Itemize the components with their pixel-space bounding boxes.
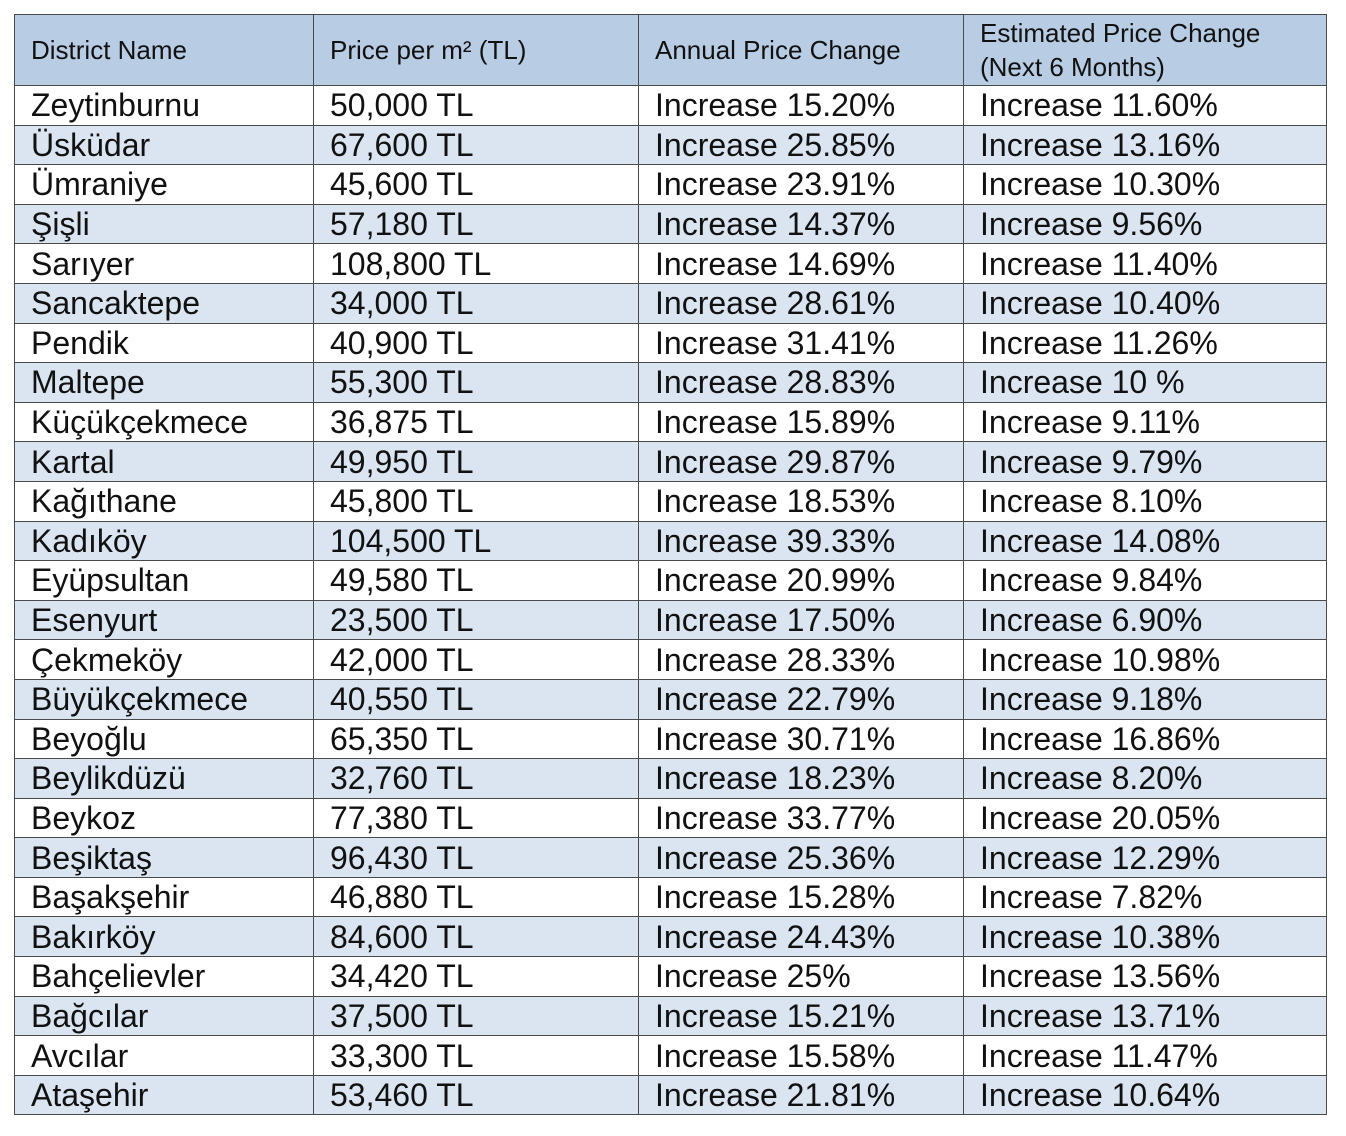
cell-district-name: Sarıyer <box>15 244 314 284</box>
header-annual-price-change: Annual Price Change <box>639 15 964 86</box>
table-row <box>15 679 1327 719</box>
cell-district-name: Şişli <box>15 204 314 244</box>
cell-annual-price-change: Increase 25.85% <box>639 125 964 165</box>
cell-price-per-m2: 49,950 TL <box>314 442 639 482</box>
cell-district-name: Kağıthane <box>15 481 314 521</box>
table-row <box>15 402 1327 442</box>
cell-annual-price-change: Increase 15.20% <box>639 86 964 126</box>
cell-price-per-m2: 42,000 TL <box>314 640 639 680</box>
header-estimated-price-change: Estimated Price Change (Next 6 Months) <box>964 15 1327 86</box>
cell-annual-price-change: Increase 28.83% <box>639 363 964 403</box>
cell-estimated-price-change: Increase 11.60% <box>964 86 1327 126</box>
district-price-table-container <box>14 14 1326 1115</box>
cell-estimated-price-change: Increase 9.84% <box>964 561 1327 601</box>
table-row <box>15 165 1327 205</box>
cell-annual-price-change: Increase 30.71% <box>639 719 964 759</box>
cell-annual-price-change: Increase 21.81% <box>639 1075 964 1115</box>
table-row <box>15 600 1327 640</box>
cell-estimated-price-change: Increase 13.16% <box>964 125 1327 165</box>
cell-estimated-price-change: Increase 10.40% <box>964 283 1327 323</box>
cell-estimated-price-change: Increase 9.11% <box>964 402 1327 442</box>
table-row <box>15 561 1327 601</box>
cell-annual-price-change: Increase 17.50% <box>639 600 964 640</box>
table-row <box>15 283 1327 323</box>
cell-price-per-m2: 34,000 TL <box>314 283 639 323</box>
cell-estimated-price-change: Increase 16.86% <box>964 719 1327 759</box>
cell-estimated-price-change: Increase 11.40% <box>964 244 1327 284</box>
cell-annual-price-change: Increase 15.21% <box>639 996 964 1036</box>
cell-estimated-price-change: Increase 10.30% <box>964 165 1327 205</box>
cell-estimated-price-change: Increase 11.26% <box>964 323 1327 363</box>
cell-estimated-price-change: Increase 10.98% <box>964 640 1327 680</box>
cell-district-name: Küçükçekmece <box>15 402 314 442</box>
cell-estimated-price-change: Increase 11.47% <box>964 1036 1327 1076</box>
table-row <box>15 442 1327 482</box>
table-row <box>15 917 1327 957</box>
cell-price-per-m2: 67,600 TL <box>314 125 639 165</box>
cell-annual-price-change: Increase 25.36% <box>639 838 964 878</box>
cell-estimated-price-change: Increase 9.79% <box>964 442 1327 482</box>
table-row <box>15 86 1327 126</box>
cell-district-name: Eyüpsultan <box>15 561 314 601</box>
cell-annual-price-change: Increase 29.87% <box>639 442 964 482</box>
cell-price-per-m2: 40,550 TL <box>314 679 639 719</box>
cell-estimated-price-change: Increase 10.64% <box>964 1075 1327 1115</box>
cell-annual-price-change: Increase 14.37% <box>639 204 964 244</box>
cell-annual-price-change: Increase 23.91% <box>639 165 964 205</box>
table-row <box>15 957 1327 997</box>
cell-district-name: Beylikdüzü <box>15 759 314 799</box>
district-price-table <box>14 14 1327 1115</box>
cell-price-per-m2: 65,350 TL <box>314 719 639 759</box>
table-row <box>15 521 1327 561</box>
cell-price-per-m2: 46,880 TL <box>314 877 639 917</box>
cell-estimated-price-change: Increase 9.18% <box>964 679 1327 719</box>
cell-annual-price-change: Increase 33.77% <box>639 798 964 838</box>
table-row <box>15 323 1327 363</box>
cell-price-per-m2: 104,500 TL <box>314 521 639 561</box>
cell-price-per-m2: 77,380 TL <box>314 798 639 838</box>
table-row <box>15 759 1327 799</box>
cell-estimated-price-change: Increase 20.05% <box>964 798 1327 838</box>
table-row <box>15 838 1327 878</box>
cell-district-name: Ümraniye <box>15 165 314 205</box>
table-row <box>15 204 1327 244</box>
cell-district-name: Esenyurt <box>15 600 314 640</box>
cell-district-name: Çekmeköy <box>15 640 314 680</box>
table-row <box>15 125 1327 165</box>
cell-price-per-m2: 23,500 TL <box>314 600 639 640</box>
cell-price-per-m2: 32,760 TL <box>314 759 639 799</box>
table-body <box>15 86 1327 1115</box>
cell-district-name: Bakırköy <box>15 917 314 957</box>
cell-price-per-m2: 37,500 TL <box>314 996 639 1036</box>
cell-annual-price-change: Increase 18.53% <box>639 481 964 521</box>
cell-district-name: Bağcılar <box>15 996 314 1036</box>
cell-district-name: Üsküdar <box>15 125 314 165</box>
cell-annual-price-change: Increase 15.28% <box>639 877 964 917</box>
table-row <box>15 798 1327 838</box>
cell-annual-price-change: Increase 24.43% <box>639 917 964 957</box>
cell-price-per-m2: 49,580 TL <box>314 561 639 601</box>
cell-estimated-price-change: Increase 13.56% <box>964 957 1327 997</box>
cell-estimated-price-change: Increase 13.71% <box>964 996 1327 1036</box>
cell-price-per-m2: 53,460 TL <box>314 1075 639 1115</box>
cell-annual-price-change: Increase 20.99% <box>639 561 964 601</box>
cell-district-name: Kartal <box>15 442 314 482</box>
cell-annual-price-change: Increase 22.79% <box>639 679 964 719</box>
header-district-name: District Name <box>15 15 314 86</box>
cell-annual-price-change: Increase 15.58% <box>639 1036 964 1076</box>
table-row <box>15 996 1327 1036</box>
cell-estimated-price-change: Increase 10 % <box>964 363 1327 403</box>
cell-estimated-price-change: Increase 12.29% <box>964 838 1327 878</box>
cell-estimated-price-change: Increase 14.08% <box>964 521 1327 561</box>
cell-price-per-m2: 50,000 TL <box>314 86 639 126</box>
table-row <box>15 640 1327 680</box>
cell-annual-price-change: Increase 25% <box>639 957 964 997</box>
cell-price-per-m2: 34,420 TL <box>314 957 639 997</box>
header-price-per-m2: Price per m² (TL) <box>314 15 639 86</box>
cell-estimated-price-change: Increase 9.56% <box>964 204 1327 244</box>
cell-annual-price-change: Increase 31.41% <box>639 323 964 363</box>
cell-district-name: Ataşehir <box>15 1075 314 1115</box>
cell-district-name: Avcılar <box>15 1036 314 1076</box>
cell-estimated-price-change: Increase 10.38% <box>964 917 1327 957</box>
cell-estimated-price-change: Increase 6.90% <box>964 600 1327 640</box>
cell-estimated-price-change: Increase 8.10% <box>964 481 1327 521</box>
cell-annual-price-change: Increase 28.61% <box>639 283 964 323</box>
cell-district-name: Sancaktepe <box>15 283 314 323</box>
cell-price-per-m2: 45,600 TL <box>314 165 639 205</box>
cell-district-name: Maltepe <box>15 363 314 403</box>
table-row <box>15 1036 1327 1076</box>
cell-price-per-m2: 96,430 TL <box>314 838 639 878</box>
cell-annual-price-change: Increase 28.33% <box>639 640 964 680</box>
cell-price-per-m2: 40,900 TL <box>314 323 639 363</box>
table-row <box>15 877 1327 917</box>
cell-annual-price-change: Increase 18.23% <box>639 759 964 799</box>
cell-district-name: Bahçelievler <box>15 957 314 997</box>
cell-district-name: Büyükçekmece <box>15 679 314 719</box>
cell-price-per-m2: 57,180 TL <box>314 204 639 244</box>
cell-price-per-m2: 36,875 TL <box>314 402 639 442</box>
cell-district-name: Zeytinburnu <box>15 86 314 126</box>
cell-estimated-price-change: Increase 8.20% <box>964 759 1327 799</box>
cell-price-per-m2: 33,300 TL <box>314 1036 639 1076</box>
cell-district-name: Pendik <box>15 323 314 363</box>
table-row <box>15 719 1327 759</box>
cell-price-per-m2: 108,800 TL <box>314 244 639 284</box>
cell-annual-price-change: Increase 14.69% <box>639 244 964 284</box>
cell-district-name: Kadıköy <box>15 521 314 561</box>
cell-estimated-price-change: Increase 7.82% <box>964 877 1327 917</box>
cell-price-per-m2: 84,600 TL <box>314 917 639 957</box>
table-header <box>15 15 1327 86</box>
table-row <box>15 244 1327 284</box>
cell-price-per-m2: 55,300 TL <box>314 363 639 403</box>
cell-price-per-m2: 45,800 TL <box>314 481 639 521</box>
table-row <box>15 481 1327 521</box>
cell-district-name: Beykoz <box>15 798 314 838</box>
cell-annual-price-change: Increase 15.89% <box>639 402 964 442</box>
cell-district-name: Beşiktaş <box>15 838 314 878</box>
cell-district-name: Beyoğlu <box>15 719 314 759</box>
cell-district-name: Başakşehir <box>15 877 314 917</box>
table-row <box>15 363 1327 403</box>
table-row <box>15 1075 1327 1115</box>
cell-annual-price-change: Increase 39.33% <box>639 521 964 561</box>
header-row <box>15 15 1327 86</box>
